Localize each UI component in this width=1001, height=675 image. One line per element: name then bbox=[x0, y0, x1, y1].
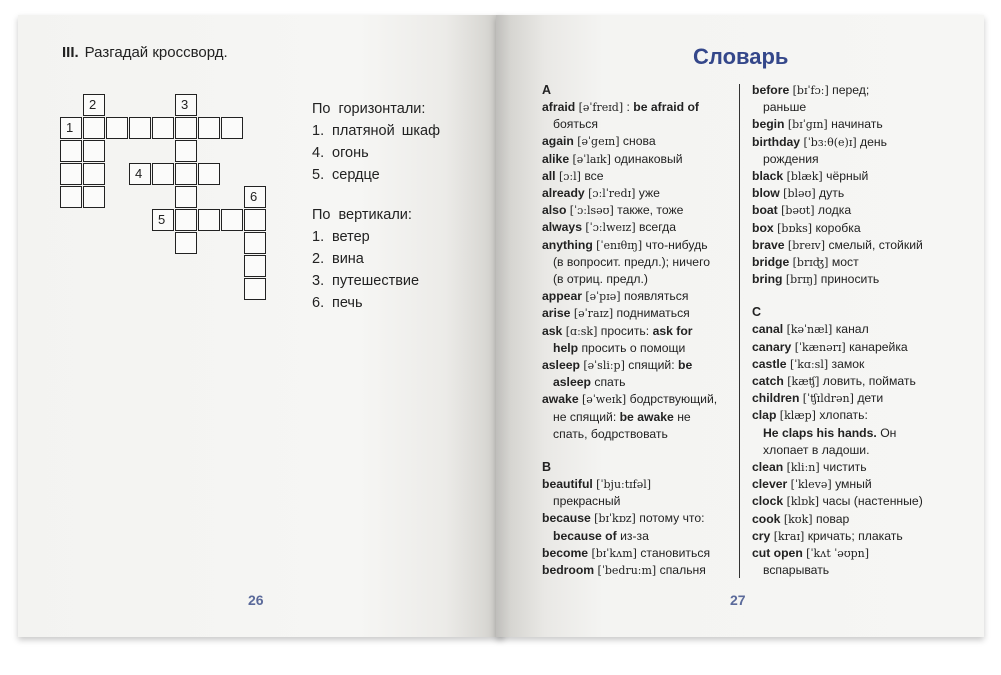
entry-translation: хлопает в ладоши. bbox=[763, 442, 870, 457]
crossword-cell bbox=[83, 186, 105, 208]
entry-translation: часы (настенные) bbox=[822, 494, 923, 509]
dictionary-entry bbox=[542, 133, 734, 150]
entry-translation: подниматься bbox=[616, 306, 690, 321]
dictionary-entry bbox=[752, 321, 972, 338]
entry-transcription: [ɔːl] bbox=[558, 169, 581, 183]
entry-transcription: [ˈbjuːtɪfəl] bbox=[596, 478, 652, 492]
entry-word: cry bbox=[752, 528, 771, 543]
dictionary-entry bbox=[752, 271, 972, 288]
entry-word: clock bbox=[752, 494, 784, 509]
entry-transcription: [ˈɔːlweɪz] bbox=[585, 221, 636, 235]
entry-translation: дуть bbox=[819, 186, 845, 201]
entry-translation: чёрный bbox=[826, 169, 869, 184]
entry-word: canal bbox=[752, 322, 784, 337]
crossword-clue-number: 6 bbox=[250, 189, 258, 204]
crossword-cell bbox=[60, 140, 82, 162]
entry-transcription: [əˈweɪk] bbox=[581, 393, 627, 407]
entry-translation: лодка bbox=[817, 203, 852, 218]
dictionary-entry bbox=[752, 511, 972, 528]
crossword-cell bbox=[106, 117, 128, 139]
entry-word: anything bbox=[542, 237, 593, 252]
entry-transcription: [ˈkɑːsl] bbox=[789, 357, 829, 371]
dictionary-entry bbox=[752, 237, 972, 254]
vertical-clues-heading: По вертикали: bbox=[312, 207, 412, 223]
dictionary-entry bbox=[542, 202, 734, 219]
entry-translation: дети bbox=[857, 391, 884, 406]
dictionary-entry bbox=[752, 373, 972, 390]
entry-transcription: [əˈraɪz] bbox=[573, 307, 614, 321]
crossword-cell bbox=[152, 209, 174, 231]
vertical-clue: 3. путешествие bbox=[312, 273, 420, 289]
entry-translation: спать bbox=[594, 375, 626, 390]
entry-translation: чистить bbox=[823, 460, 867, 475]
dictionary-entry bbox=[752, 339, 972, 356]
entry-translation: кричать; плакать bbox=[807, 528, 903, 543]
entry-word: birthday bbox=[752, 134, 801, 149]
dictionary-entry bbox=[752, 476, 972, 493]
crossword-cell bbox=[60, 163, 82, 185]
entry-transcription: [ˈbedruːm] bbox=[597, 564, 657, 578]
crossword-cell bbox=[60, 117, 82, 139]
entry-transcription: [əˈpɪə] bbox=[585, 290, 621, 304]
dictionary-column-left bbox=[542, 82, 734, 579]
entry-translation: появляться bbox=[623, 289, 689, 304]
dictionary-entry bbox=[752, 168, 972, 185]
dictionary-entry bbox=[542, 357, 734, 391]
dictionary-entry bbox=[752, 390, 972, 407]
entry-phrase: be bbox=[678, 358, 693, 373]
dictionary-entry bbox=[752, 116, 972, 133]
task-number: III. bbox=[62, 44, 79, 61]
dictionary-entry bbox=[752, 407, 972, 459]
vertical-clue: 2. вина bbox=[312, 251, 364, 267]
entry-translation: канарейка bbox=[849, 339, 908, 354]
entry-word: blow bbox=[752, 186, 780, 201]
entry-word: afraid bbox=[542, 100, 576, 114]
dictionary-entry bbox=[752, 134, 972, 168]
dictionary-entry bbox=[542, 323, 734, 357]
crossword-cell bbox=[244, 186, 266, 208]
dictionary-title: Словарь bbox=[693, 44, 789, 69]
entry-translation: все bbox=[584, 168, 604, 183]
entry-word: bedroom bbox=[542, 563, 595, 578]
crossword-cell bbox=[244, 232, 266, 254]
entry-transcription: [ˈenɪθɪŋ] bbox=[596, 238, 643, 252]
entry-transcription: [kliːn] bbox=[786, 461, 820, 475]
crossword-cell bbox=[60, 186, 82, 208]
entry-translation: спальня bbox=[659, 563, 706, 578]
section-letter: C bbox=[752, 305, 762, 320]
entry-translation: раньше bbox=[763, 100, 807, 115]
entry-translation: : bbox=[626, 100, 630, 114]
entry-translation: просить: bbox=[600, 323, 650, 338]
entry-word: catch bbox=[752, 374, 784, 389]
entry-phrase: be awake bbox=[619, 409, 674, 424]
crossword-cell bbox=[152, 117, 174, 139]
entry-translation: мост bbox=[831, 255, 859, 270]
entry-translation: всегда bbox=[639, 220, 676, 235]
entry-transcription: [bɪˈfɔː] bbox=[792, 84, 829, 97]
crossword-clue-number: 2 bbox=[89, 97, 97, 112]
entry-transcription: [kəˈnæl] bbox=[786, 323, 833, 337]
entry-transcription: [brɪʤ] bbox=[792, 256, 829, 270]
entry-translation: спящий: bbox=[628, 358, 675, 373]
entry-translation: бодрствующий, bbox=[629, 392, 718, 407]
entry-transcription: [ˈklevə] bbox=[790, 478, 832, 492]
entry-word: children bbox=[752, 391, 800, 406]
crossword-cell bbox=[83, 94, 105, 116]
entry-transcription: [ˈʧɪldrən] bbox=[802, 392, 854, 406]
entry-word: alike bbox=[542, 151, 570, 166]
entry-word: arise bbox=[542, 306, 571, 321]
dictionary-entry bbox=[542, 237, 734, 289]
dictionary-entry bbox=[752, 459, 972, 476]
crossword-cell bbox=[152, 163, 174, 185]
crossword-cell bbox=[175, 186, 197, 208]
entry-translation: спать, бодрствовать bbox=[553, 426, 668, 441]
entry-phrase: help bbox=[553, 340, 579, 355]
section-letter: A bbox=[542, 83, 552, 97]
dictionary-entry bbox=[752, 254, 972, 271]
dictionary-entry bbox=[542, 99, 734, 133]
entry-translation: что-нибудь bbox=[645, 237, 708, 252]
entry-word: bring bbox=[752, 272, 783, 287]
horizontal-clues-heading: По горизонтали: bbox=[312, 101, 426, 117]
entry-word: boat bbox=[752, 203, 778, 218]
entry-word: black bbox=[752, 169, 784, 184]
entry-translation: рождения bbox=[763, 151, 819, 166]
entry-transcription: [kraɪ] bbox=[773, 529, 805, 543]
dictionary-entry bbox=[752, 220, 972, 237]
entry-word: brave bbox=[752, 237, 785, 252]
crossword-cell bbox=[83, 117, 105, 139]
crossword-cell bbox=[244, 209, 266, 231]
entry-phrase: ask for bbox=[652, 323, 693, 338]
dictionary-entry bbox=[542, 219, 734, 236]
entry-phrase: asleep bbox=[553, 375, 591, 390]
crossword-cell bbox=[175, 117, 197, 139]
entry-transcription: [breɪv] bbox=[787, 238, 826, 252]
entry-translation: одинаковый bbox=[614, 151, 683, 166]
entry-word: all bbox=[542, 168, 556, 183]
entry-phrase: because of bbox=[553, 528, 617, 543]
dictionary-entry bbox=[542, 391, 734, 443]
horizontal-clue: 4. огонь bbox=[312, 145, 369, 161]
crossword-cell bbox=[198, 163, 220, 185]
entry-transcription: [klæp] bbox=[779, 409, 816, 423]
dictionary-entry bbox=[752, 545, 972, 579]
entry-transcription: [klɒk] bbox=[786, 495, 820, 509]
crossword-clue-number: 4 bbox=[135, 166, 143, 181]
horizontal-clue: 5. сердце bbox=[312, 167, 380, 183]
entry-transcription: [ˈkʌt ˈəʊpn] bbox=[806, 547, 870, 561]
crossword-clues bbox=[312, 98, 440, 314]
dictionary-column-right bbox=[752, 82, 972, 579]
entry-translation: хлопать: bbox=[819, 408, 868, 423]
crossword-cell bbox=[129, 117, 151, 139]
entry-phrase: be afraid of bbox=[633, 100, 699, 114]
entry-transcription: [ɑːsk] bbox=[565, 324, 598, 338]
entry-transcription: [brɪŋ] bbox=[785, 273, 818, 287]
entry-phrase: He claps his hands. bbox=[763, 425, 877, 440]
entry-word: castle bbox=[752, 356, 787, 371]
dictionary-entry bbox=[542, 151, 734, 168]
entry-transcription: [bɪˈgɪn] bbox=[787, 118, 828, 132]
crossword-cell bbox=[244, 255, 266, 277]
dictionary-entry bbox=[542, 288, 734, 305]
entry-word: because bbox=[542, 511, 591, 526]
entry-translation: снова bbox=[622, 134, 656, 149]
entry-transcription: [bəʊt] bbox=[781, 204, 815, 218]
entry-word: cook bbox=[752, 511, 781, 526]
dictionary-entry bbox=[752, 202, 972, 219]
entry-transcription: [əˈlaɪk] bbox=[572, 152, 611, 166]
horizontal-clue: 1. платяной шкаф bbox=[312, 123, 441, 139]
entry-translation: просить о помощи bbox=[581, 340, 686, 355]
crossword-cell bbox=[221, 117, 243, 139]
entry-word: already bbox=[542, 186, 585, 201]
crossword-cell bbox=[175, 163, 197, 185]
entry-word: appear bbox=[542, 289, 582, 304]
crossword-cell bbox=[83, 163, 105, 185]
dictionary-entry bbox=[752, 356, 972, 373]
entry-transcription: [ˈbɜːθ(e)ɪ] bbox=[803, 135, 857, 149]
entry-transcription: [bɪˈkɒz] bbox=[594, 512, 636, 526]
entry-translation: прекрасный bbox=[553, 494, 621, 509]
entry-word: also bbox=[542, 203, 567, 218]
vertical-clue: 6. печь bbox=[312, 295, 363, 311]
entry-transcription: [bɒks] bbox=[777, 221, 813, 235]
entry-word: become bbox=[542, 545, 589, 560]
column-divider bbox=[739, 84, 740, 578]
entry-transcription: [ˈɔːlsəʊ] bbox=[569, 204, 614, 218]
entry-translation: умный bbox=[835, 477, 872, 492]
entry-word: clean bbox=[752, 460, 784, 475]
crossword-cell bbox=[175, 232, 197, 254]
entry-word: beautiful bbox=[542, 477, 593, 492]
vertical-clue: 1. ветер bbox=[312, 229, 370, 245]
dictionary-entry bbox=[542, 476, 734, 510]
entry-transcription: [kæʧ] bbox=[787, 375, 820, 389]
entry-translation: день bbox=[860, 134, 888, 149]
entry-translation: также, тоже bbox=[617, 203, 684, 218]
entry-translation: не bbox=[677, 409, 691, 424]
entry-word: asleep bbox=[542, 358, 580, 373]
dictionary-entry bbox=[542, 305, 734, 322]
entry-translation: (в вопросит. предл.); ничего bbox=[553, 254, 711, 269]
entry-translation: становиться bbox=[640, 545, 711, 560]
crossword-cell bbox=[175, 209, 197, 231]
entry-transcription: [əˈfreɪd] bbox=[578, 101, 624, 114]
dictionary-entry bbox=[752, 82, 972, 116]
entry-translation: (в отриц. предл.) bbox=[553, 272, 648, 287]
entry-translation: ловить, поймать bbox=[822, 374, 916, 389]
entry-transcription: [əˈgeɪn] bbox=[577, 135, 620, 149]
entry-translation: смелый, стойкий bbox=[828, 237, 923, 252]
entry-word: again bbox=[542, 134, 574, 149]
entry-word: before bbox=[752, 83, 790, 97]
entry-translation: начинать bbox=[831, 117, 883, 132]
dictionary-entry bbox=[542, 185, 734, 202]
task-title: Разгадай кроссворд. bbox=[84, 44, 228, 61]
crossword-clue-number: 5 bbox=[158, 212, 166, 227]
crossword-cell bbox=[129, 163, 151, 185]
crossword-cell bbox=[198, 117, 220, 139]
crossword-cell bbox=[198, 209, 220, 231]
crossword-cell bbox=[83, 140, 105, 162]
crossword-cell bbox=[244, 278, 266, 300]
entry-translation: вспарывать bbox=[763, 563, 830, 578]
crossword-cell bbox=[175, 94, 197, 116]
entry-translation: уже bbox=[638, 186, 660, 201]
section-letter: B bbox=[542, 460, 552, 475]
entry-transcription: [kʊk] bbox=[783, 512, 813, 526]
dictionary-entry bbox=[752, 185, 972, 202]
entry-word: canary bbox=[752, 339, 792, 354]
page-number-left: 26 bbox=[248, 592, 264, 608]
entry-word: box bbox=[752, 220, 774, 235]
entry-translation: канал bbox=[835, 322, 869, 337]
entry-word: always bbox=[542, 220, 582, 235]
entry-transcription: [əˈsliːp] bbox=[583, 359, 625, 373]
entry-word: clever bbox=[752, 477, 788, 492]
entry-translation: из-за bbox=[620, 528, 649, 543]
entry-transcription: [bləʊ] bbox=[783, 187, 816, 201]
entry-transcription: [bɪˈkʌm] bbox=[591, 546, 637, 560]
entry-translation: замок bbox=[831, 356, 865, 371]
entry-translation: повар bbox=[815, 511, 850, 526]
dictionary-entry bbox=[542, 545, 734, 562]
dictionary-entry bbox=[542, 562, 734, 579]
entry-translation: бояться bbox=[553, 117, 598, 132]
entry-translation: не спящий: bbox=[553, 409, 617, 424]
entry-transcription: [ɔːlˈredɪ] bbox=[588, 187, 636, 201]
entry-word: awake bbox=[542, 392, 579, 407]
dictionary-entry bbox=[542, 510, 734, 544]
entry-translation: приносить bbox=[820, 272, 880, 287]
task-heading bbox=[62, 44, 228, 61]
page-number-right: 27 bbox=[730, 592, 746, 608]
entry-translation: перед; bbox=[832, 83, 870, 97]
crossword-cell bbox=[221, 209, 243, 231]
entry-word: bridge bbox=[752, 255, 790, 270]
entry-translation: коробка bbox=[815, 220, 861, 235]
entry-word: begin bbox=[752, 117, 785, 132]
crossword-cell bbox=[175, 140, 197, 162]
entry-transcription: [ˈkænərɪ] bbox=[794, 340, 846, 354]
entry-translation: Он bbox=[880, 425, 897, 440]
entry-transcription: [blæk] bbox=[786, 170, 823, 184]
entry-translation: потому что: bbox=[639, 511, 705, 526]
dictionary-entry bbox=[542, 168, 734, 185]
entry-word: cut open bbox=[752, 546, 803, 561]
crossword-clue-number: 3 bbox=[181, 97, 189, 112]
dictionary-entry bbox=[752, 528, 972, 545]
entry-word: clap bbox=[752, 408, 777, 423]
entry-word: ask bbox=[542, 323, 563, 338]
crossword-clue-number: 1 bbox=[66, 120, 74, 135]
dictionary-entry bbox=[752, 493, 972, 510]
